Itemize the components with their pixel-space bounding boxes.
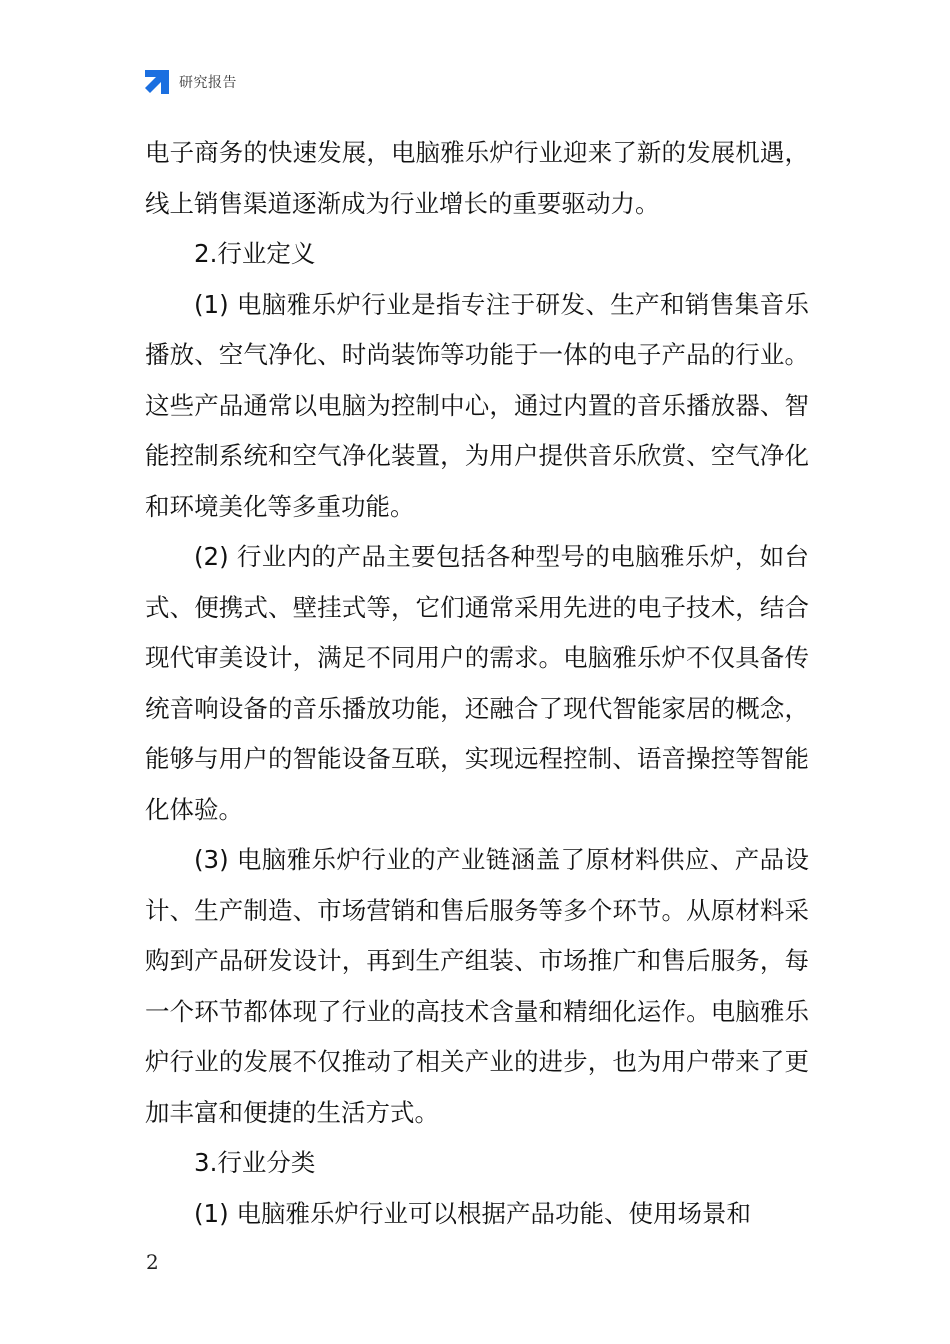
body-content xyxy=(145,128,809,1239)
section-heading: 3.行业分类 xyxy=(194,1148,316,1177)
paragraph: (1) 电脑雅乐炉行业可以根据产品功能、使用场景和 xyxy=(194,1198,751,1228)
header-title: 研究报告 xyxy=(179,75,237,91)
paragraph: (1) 电脑雅乐炉行业是指专注于研发、生产和销售集音乐播放、空气净化、时尚装饰等功能于一体的电子产品的行业。这些产品通常以电脑为控制中心，通过内置的音乐播放器、智能控制系统和空气净化装置，为用户提供音乐欣赏、空气净化和环境美化等多重功能。 xyxy=(145,289,809,521)
report-header xyxy=(143,68,237,96)
section-heading: 2.行业定义 xyxy=(194,239,316,268)
paragraph: (2) 行业内的产品主要包括各种型号的电脑雅乐炉，如台式、便携式、壁挂式等，它们通常采用先进的电子技术，结合现代审美设计，满足不同用户的需求。电脑雅乐炉不仅具备传统音响设备的音乐播放功能，还融合了现代智能家居的概念，能够与用户的智能设备互联，实现远程控制、语音操控等智能化体验。 xyxy=(145,542,809,824)
page-number: 2 xyxy=(146,1250,159,1274)
paragraph: (3) 电脑雅乐炉行业的产业链涵盖了原材料供应、产品设计、生产制造、市场营销和售后服务等多个环节。从原材料采购到产品研发设计，再到生产组装、市场推广和售后服务，每一个环节都体现了行业的高技术含量和精细化运作。电脑雅乐炉行业的发展不仅推动了相关产业的进步，也为用户带来了更加丰富和便捷的生活方式。 xyxy=(145,845,809,1127)
paragraph: 电子商务的快速发展，电脑雅乐炉行业迎来了新的发展机遇，线上销售渠道逐渐成为行业增长的重要驱动力。 xyxy=(145,138,809,218)
arrow-logo-icon xyxy=(143,68,171,96)
